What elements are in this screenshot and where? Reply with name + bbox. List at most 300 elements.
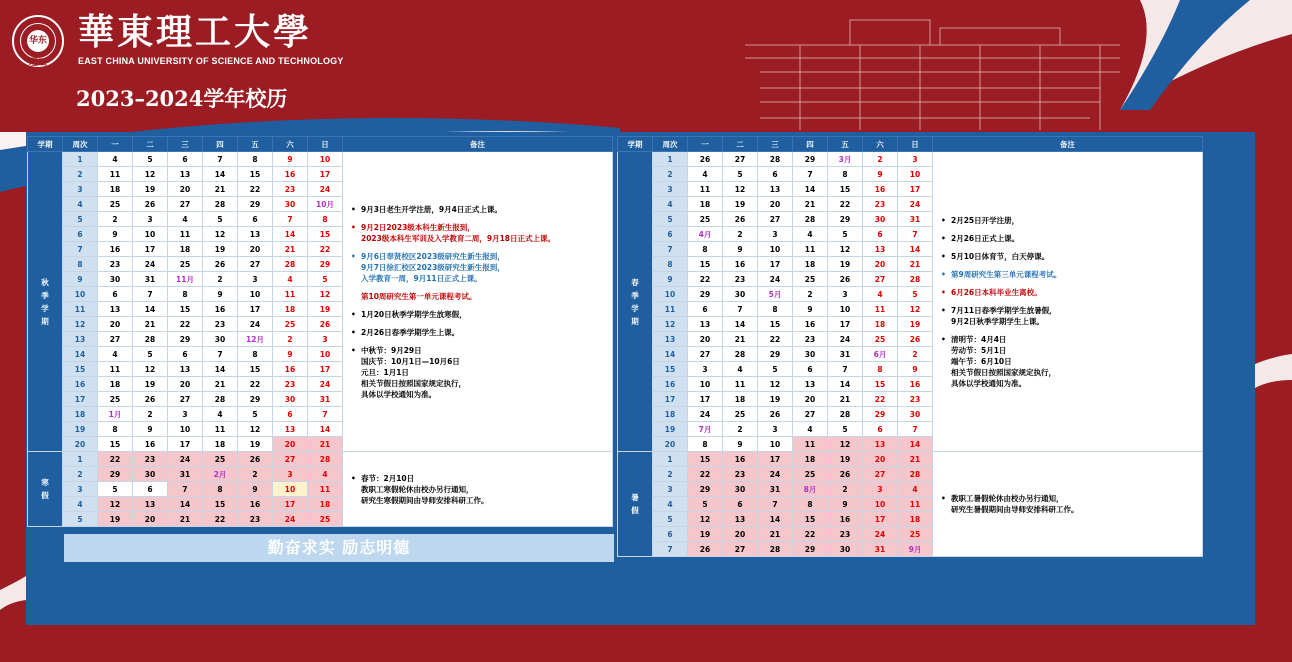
calendar-day: 21 <box>723 332 758 347</box>
calendar-day: 5 <box>203 212 238 227</box>
calendar-day: 11 <box>203 422 238 437</box>
calendar-day: 10 <box>688 377 723 392</box>
calendar-day: 14 <box>793 182 828 197</box>
calendar-day: 14 <box>828 377 863 392</box>
calendar-day: 3 <box>238 272 273 287</box>
note-line: • 中秋节：9月29日 <box>361 345 422 355</box>
column-header: 六 <box>273 137 308 152</box>
column-header: 四 <box>793 137 828 152</box>
calendar-day: 5 <box>898 287 933 302</box>
calendar-day: 24 <box>898 197 933 212</box>
calendar-day: 7 <box>203 152 238 167</box>
note-item <box>351 309 606 320</box>
calendar-day: 21 <box>758 527 793 542</box>
calendar-day: 21 <box>203 182 238 197</box>
calendar-day: 30 <box>273 392 308 407</box>
column-header: 二 <box>723 137 758 152</box>
note-item <box>941 251 1196 262</box>
calendar-day: 12 <box>828 437 863 452</box>
note-line: • 第9周研究生第三单元课程考试。 <box>951 269 1062 279</box>
calendar-day: 8 <box>758 302 793 317</box>
column-header: 日 <box>898 137 933 152</box>
calendar-day: 3 <box>688 362 723 377</box>
week-number: 12 <box>653 317 688 332</box>
note-line: • 9月6日奉贤校区2023级研究生新生报到， <box>361 251 505 261</box>
week-number: 9 <box>653 272 688 287</box>
calendar-day: 23 <box>898 392 933 407</box>
calendar-day: 7 <box>758 497 793 512</box>
note-line: 9月2日秋季学期学生上课。 <box>951 316 1044 326</box>
calendar-day: 30 <box>723 482 758 497</box>
semester-label: 春 季 学 期 <box>618 152 653 452</box>
calendar-day: 20 <box>168 182 203 197</box>
calendar-day: 11 <box>793 437 828 452</box>
calendar-day: 15 <box>168 302 203 317</box>
calendar-day: 8 <box>308 212 343 227</box>
calendar-day: 15 <box>863 377 898 392</box>
calendar-day: 13 <box>793 377 828 392</box>
calendar-day: 14 <box>168 497 203 512</box>
week-number: 4 <box>653 197 688 212</box>
calendar-day: 25 <box>863 332 898 347</box>
calendar-day: 24 <box>273 512 308 527</box>
week-number: 7 <box>63 242 98 257</box>
week-number: 5 <box>653 512 688 527</box>
note-item <box>941 233 1196 244</box>
calendar-day: 24 <box>238 317 273 332</box>
note-line: 元旦：1月1日 <box>361 367 409 377</box>
calendar-day: 4 <box>203 407 238 422</box>
calendar-day: 14 <box>723 317 758 332</box>
university-name-chinese: 華東理工大學 <box>78 11 313 53</box>
calendar-day: 5 <box>308 272 343 287</box>
note-item <box>351 222 606 244</box>
note-item <box>351 327 606 338</box>
calendar-day: 9 <box>98 227 133 242</box>
calendar-day: 21 <box>308 437 343 452</box>
calendar-day: 26 <box>238 452 273 467</box>
week-number: 17 <box>63 392 98 407</box>
calendar-day: 3 <box>168 407 203 422</box>
calendar-day: 24 <box>308 182 343 197</box>
calendar-day: 25 <box>308 512 343 527</box>
column-header: 四 <box>203 137 238 152</box>
calendar-day: 23 <box>273 377 308 392</box>
calendar-day: 27 <box>758 212 793 227</box>
calendar-day: 25 <box>898 527 933 542</box>
calendar-day: 20 <box>723 527 758 542</box>
calendar-day: 12 <box>238 422 273 437</box>
calendar-day: 26 <box>688 152 723 167</box>
calendar-day: 8月 <box>793 482 828 497</box>
calendar-day: 13 <box>98 302 133 317</box>
calendar-day: 27 <box>238 257 273 272</box>
note-item <box>941 269 1196 280</box>
calendar-day: 24 <box>758 272 793 287</box>
calendar-day: 23 <box>98 257 133 272</box>
calendar-day: 8 <box>863 362 898 377</box>
calendar-day: 30 <box>723 287 758 302</box>
calendar-day: 28 <box>758 542 793 557</box>
calendar-day: 6月 <box>863 347 898 362</box>
calendar-day: 2月 <box>203 467 238 482</box>
calendar-day: 11 <box>793 242 828 257</box>
calendar-day: 7 <box>308 407 343 422</box>
column-header: 一 <box>688 137 723 152</box>
week-number: 7 <box>653 542 688 557</box>
column-header: 周次 <box>653 137 688 152</box>
calendar-day: 6 <box>793 362 828 377</box>
calendar-day: 6 <box>238 212 273 227</box>
calendar-week-row <box>28 452 613 467</box>
calendar-day: 11 <box>308 482 343 497</box>
calendar-day: 4月 <box>688 227 723 242</box>
calendar-day: 16 <box>723 257 758 272</box>
calendar-day: 2 <box>203 272 238 287</box>
calendar-day: 24 <box>863 527 898 542</box>
calendar-day: 16 <box>273 362 308 377</box>
note-item <box>941 215 1196 226</box>
calendar-day: 15 <box>238 362 273 377</box>
calendar-day: 10 <box>308 152 343 167</box>
calendar-day: 31 <box>898 212 933 227</box>
note-line: 端午节：6月10日 <box>951 356 1012 366</box>
calendar-day: 24 <box>168 452 203 467</box>
calendar-day: 15 <box>793 512 828 527</box>
week-number: 14 <box>63 347 98 362</box>
calendar-day: 4 <box>98 347 133 362</box>
calendar-day: 22 <box>238 377 273 392</box>
calendar-day: 11 <box>863 302 898 317</box>
calendar-day: 28 <box>758 152 793 167</box>
calendar-day: 21 <box>133 317 168 332</box>
calendar-day: 16 <box>133 437 168 452</box>
calendar-day: 7 <box>203 347 238 362</box>
column-header: 周次 <box>63 137 98 152</box>
calendar-day: 24 <box>688 407 723 422</box>
week-number: 2 <box>653 167 688 182</box>
calendar-day: 13 <box>758 182 793 197</box>
calendar-day: 28 <box>133 332 168 347</box>
calendar-day: 25 <box>168 257 203 272</box>
week-number: 3 <box>63 182 98 197</box>
calendar-day: 26 <box>133 392 168 407</box>
calendar-day: 13 <box>688 317 723 332</box>
calendar-day: 14 <box>758 512 793 527</box>
calendar-day: 28 <box>898 467 933 482</box>
calendar-day: 9 <box>863 167 898 182</box>
calendar-day: 18 <box>898 512 933 527</box>
calendar-day: 2 <box>723 227 758 242</box>
week-number: 6 <box>653 227 688 242</box>
note-line: 具体以学校通知为准。 <box>361 389 436 399</box>
calendar-day: 28 <box>308 452 343 467</box>
week-number: 10 <box>63 287 98 302</box>
calendar-day: 30 <box>203 332 238 347</box>
note-line: 9月7日徐汇校区2023级研究生新生报到， <box>361 262 505 272</box>
column-header: 一 <box>98 137 133 152</box>
calendar-day: 30 <box>793 347 828 362</box>
calendar-day: 17 <box>863 512 898 527</box>
calendar-day: 2 <box>863 152 898 167</box>
calendar-day: 14 <box>273 227 308 242</box>
calendar-day: 29 <box>863 407 898 422</box>
calendar-day: 8 <box>238 152 273 167</box>
calendar-day: 25 <box>723 407 758 422</box>
right-table-calendar <box>617 136 1203 557</box>
calendar-day: 10 <box>273 482 308 497</box>
calendar-day: 11 <box>273 287 308 302</box>
calendar-day: 15 <box>98 437 133 452</box>
calendar-day: 29 <box>793 542 828 557</box>
calendar-day: 21 <box>203 377 238 392</box>
note-line: 国庆节：10月1日—10月6日 <box>361 356 460 366</box>
calendar-day: 21 <box>793 197 828 212</box>
week-number: 5 <box>653 212 688 227</box>
section-notes <box>343 452 613 527</box>
week-number: 16 <box>653 377 688 392</box>
calendar-day: 2 <box>898 347 933 362</box>
week-number: 20 <box>63 437 98 452</box>
week-number: 6 <box>63 227 98 242</box>
calendar-day: 5 <box>828 227 863 242</box>
calendar-day: 12 <box>98 497 133 512</box>
calendar-day: 27 <box>98 332 133 347</box>
week-number: 4 <box>63 497 98 512</box>
calendar-day: 3月 <box>828 152 863 167</box>
calendar-day: 12 <box>133 167 168 182</box>
week-number: 8 <box>63 257 98 272</box>
week-number: 17 <box>653 392 688 407</box>
calendar-day: 9月 <box>898 542 933 557</box>
calendar-day: 9 <box>133 422 168 437</box>
column-header: 学期 <box>28 137 63 152</box>
calendar-day: 22 <box>98 452 133 467</box>
note-line: 教职工寒假轮休由校办另行通知， <box>361 484 474 494</box>
calendar-day: 5 <box>133 347 168 362</box>
week-number: 7 <box>653 242 688 257</box>
calendar-day: 13 <box>863 242 898 257</box>
calendar-day: 5月 <box>758 287 793 302</box>
calendar-day: 31 <box>828 347 863 362</box>
calendar-day: 19 <box>758 392 793 407</box>
calendar-day: 11 <box>723 377 758 392</box>
week-number: 8 <box>653 257 688 272</box>
calendar-day: 4 <box>793 422 828 437</box>
note-line: • 教职工暑假轮休由校办另行通知， <box>951 494 1064 503</box>
calendar-day: 15 <box>688 452 723 467</box>
calendar-day: 15 <box>758 317 793 332</box>
note-line: • 9月3日老生开学注册，9月4日正式上课。 <box>361 204 502 214</box>
calendar-day: 11 <box>98 362 133 377</box>
semester-label: 暑 假 <box>618 452 653 557</box>
calendar-day: 28 <box>723 347 758 362</box>
calendar-day: 26 <box>828 272 863 287</box>
calendar-day: 8 <box>828 167 863 182</box>
calendar-day: 18 <box>308 497 343 512</box>
calendar-week-row <box>28 152 613 167</box>
calendar-day: 11 <box>688 182 723 197</box>
calendar-day: 8 <box>793 497 828 512</box>
calendar-day: 9 <box>723 437 758 452</box>
calendar-day: 20 <box>168 377 203 392</box>
calendar-day: 29 <box>238 197 273 212</box>
calendar-day: 16 <box>863 182 898 197</box>
calendar-day: 30 <box>828 542 863 557</box>
calendar-day: 4 <box>273 272 308 287</box>
calendar-day: 13 <box>168 167 203 182</box>
calendar-day: 8 <box>168 287 203 302</box>
calendar-day: 3 <box>273 467 308 482</box>
calendar-day: 6 <box>863 227 898 242</box>
university-seal-logo: 华东理工 <box>12 15 64 67</box>
note-item <box>941 287 1196 298</box>
calendar-day: 22 <box>828 197 863 212</box>
week-number: 3 <box>63 482 98 497</box>
calendar-day: 6 <box>688 302 723 317</box>
calendar-day: 6 <box>133 482 168 497</box>
note-item <box>351 291 606 302</box>
calendar-day: 30 <box>273 197 308 212</box>
calendar-day: 1月 <box>98 407 133 422</box>
note-line: • 2月25日开学注册， <box>951 215 1020 225</box>
calendar-day: 22 <box>688 272 723 287</box>
note-line: 相关节假日按照国家规定执行， <box>361 378 466 388</box>
calendar-day: 20 <box>688 332 723 347</box>
section-notes <box>933 152 1203 452</box>
note-item <box>351 251 606 284</box>
calendar-day: 28 <box>203 392 238 407</box>
calendar-day: 27 <box>168 392 203 407</box>
note-item <box>941 305 1196 327</box>
calendar-day: 11 <box>168 227 203 242</box>
calendar-day: 2 <box>238 467 273 482</box>
note-line: • 春节：2月10日 <box>361 473 415 483</box>
calendar-day: 19 <box>723 197 758 212</box>
column-header: 五 <box>238 137 273 152</box>
week-number: 5 <box>63 212 98 227</box>
calendar-day: 25 <box>203 452 238 467</box>
calendar-day: 17 <box>168 437 203 452</box>
calendar-day: 17 <box>308 167 343 182</box>
calendar-day: 16 <box>273 167 308 182</box>
calendar-day: 12 <box>828 242 863 257</box>
calendar-day: 9 <box>273 347 308 362</box>
calendar-day: 20 <box>273 437 308 452</box>
calendar-day: 18 <box>793 452 828 467</box>
column-header: 日 <box>308 137 343 152</box>
calendar-day: 3 <box>828 287 863 302</box>
column-header: 三 <box>168 137 203 152</box>
calendar-day: 9 <box>828 497 863 512</box>
calendar-day: 24 <box>133 257 168 272</box>
calendar-day: 27 <box>688 347 723 362</box>
section-notes <box>933 452 1203 557</box>
calendar-day: 21 <box>898 452 933 467</box>
calendar-day: 7 <box>898 227 933 242</box>
calendar-day: 3 <box>898 152 933 167</box>
note-line: • 7月11日春季学期学生放暑假， <box>951 305 1057 315</box>
calendar-day: 16 <box>793 317 828 332</box>
calendar-day: 7 <box>828 362 863 377</box>
calendar-day: 26 <box>133 197 168 212</box>
calendar-day: 19 <box>133 182 168 197</box>
note-line: • 2月26日正式上课。 <box>951 233 1020 243</box>
calendar-day: 21 <box>168 512 203 527</box>
calendar-day: 13 <box>863 437 898 452</box>
note-line: 入学教育一周，9月11日正式上课。 <box>361 273 482 283</box>
calendar-day: 14 <box>203 167 238 182</box>
week-number: 19 <box>653 422 688 437</box>
calendar-day: 6 <box>273 407 308 422</box>
calendar-day: 17 <box>238 302 273 317</box>
week-number: 2 <box>63 467 98 482</box>
calendar-day: 21 <box>273 242 308 257</box>
calendar-day: 22 <box>863 392 898 407</box>
week-number: 4 <box>653 497 688 512</box>
calendar-day: 10 <box>863 497 898 512</box>
calendar-day: 16 <box>828 512 863 527</box>
calendar-day: 12 <box>203 227 238 242</box>
calendar-day: 23 <box>273 182 308 197</box>
calendar-day: 26 <box>203 257 238 272</box>
calendar-day: 29 <box>308 257 343 272</box>
note-line: • 9月2日2023级本科生新生报到， <box>361 222 475 232</box>
calendar-day: 4 <box>688 167 723 182</box>
calendar-day: 14 <box>898 242 933 257</box>
calendar-day: 7 <box>723 302 758 317</box>
calendar-day: 31 <box>133 272 168 287</box>
calendar-day: 29 <box>758 347 793 362</box>
calendar-day: 7 <box>273 212 308 227</box>
calendar-day: 29 <box>688 482 723 497</box>
calendar-day: 2 <box>723 422 758 437</box>
university-name-english: EAST CHINA UNIVERSITY OF SCIENCE AND TECHNOLOGY <box>78 56 344 66</box>
week-number: 15 <box>653 362 688 377</box>
calendar-day: 25 <box>98 197 133 212</box>
calendar-day: 20 <box>863 452 898 467</box>
calendar-day: 7 <box>793 167 828 182</box>
week-number: 3 <box>653 182 688 197</box>
calendar-day: 19 <box>828 452 863 467</box>
calendar-day: 5 <box>828 422 863 437</box>
note-item <box>941 334 1196 389</box>
calendar-day: 22 <box>308 242 343 257</box>
calendar-day: 11 <box>898 497 933 512</box>
calendar-day: 19 <box>238 437 273 452</box>
calendar-day: 28 <box>273 257 308 272</box>
calendar-day: 14 <box>133 302 168 317</box>
calendar-day: 17 <box>273 497 308 512</box>
calendar-day: 14 <box>898 437 933 452</box>
calendar-day: 31 <box>863 542 898 557</box>
note-line: • 5月10日体育节，白天停课。 <box>951 251 1050 261</box>
calendar-day: 4 <box>793 227 828 242</box>
calendar-day: 20 <box>238 242 273 257</box>
week-number: 2 <box>653 467 688 482</box>
semester-label: 秋 季 学 期 <box>28 152 63 452</box>
calendar-day: 2 <box>828 482 863 497</box>
week-number: 1 <box>653 452 688 467</box>
calendar-day: 9 <box>793 302 828 317</box>
column-header: 二 <box>133 137 168 152</box>
calendar-day: 15 <box>828 182 863 197</box>
week-number: 20 <box>653 437 688 452</box>
calendar-day: 18 <box>98 377 133 392</box>
week-number: 9 <box>63 272 98 287</box>
calendar-day: 14 <box>308 422 343 437</box>
week-number: 1 <box>63 152 98 167</box>
